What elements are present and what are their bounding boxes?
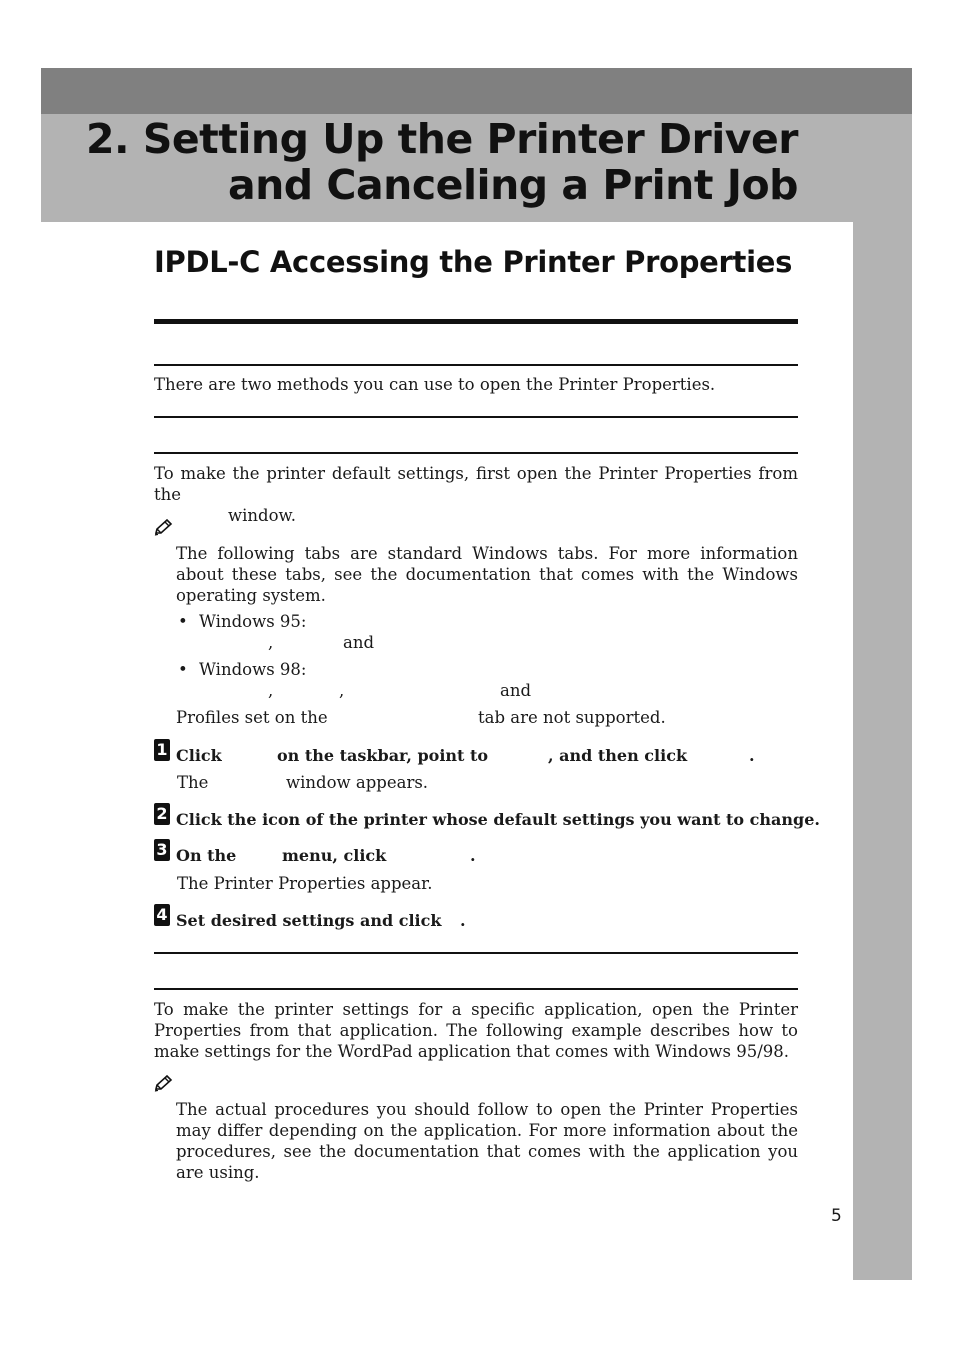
- subsection-rule-thin: [154, 364, 798, 366]
- chapter-side-tab: [853, 222, 912, 1280]
- page-number: 5: [831, 1206, 842, 1226]
- chapter-title: [86, 116, 798, 208]
- paragraph-line: window.: [228, 506, 296, 525]
- application-note-paragraph: The actual procedures you should follow to open the Printer Properties may differ depending on the application. For more information about the procedures, see the documentation that comes with the application you are using.: [176, 1100, 798, 1182]
- profiles-text: Profiles set on the: [176, 708, 328, 727]
- step-number-3: 3: [154, 839, 170, 861]
- bullet-windows98-label: Windows 98:: [199, 660, 307, 679]
- step-number-1: 1: [154, 739, 170, 761]
- subsection-rule-thin: [154, 988, 798, 990]
- intro-text: There are two methods you can use to open the Printer Properties.: [154, 375, 716, 394]
- bullet-windows95-comma: ,: [268, 633, 274, 652]
- application-settings-paragraph: To make the printer settings for a specific application, open the Printer Properties from that application. The following example describes how to make settings for the WordPad application that comes with Windows 95/98.: [154, 1000, 798, 1061]
- step-3-text: menu, click: [282, 846, 387, 865]
- step-4-text: Set desired settings and click: [176, 911, 442, 930]
- step-1-text: , and then click: [548, 746, 688, 765]
- note-paragraph: The following tabs are standard Windows tabs. For more information about these tabs, see the documentation that comes with the Windows operating system.: [176, 544, 798, 605]
- step-3-text: .: [470, 846, 476, 865]
- step-3-text: On the: [176, 846, 237, 865]
- subsection-rule-thin: [154, 416, 798, 418]
- step-1-text: on the taskbar, point to: [277, 746, 489, 765]
- bullet-marker: •: [178, 660, 188, 679]
- chapter-title-line2: and Canceling a Print Job: [227, 161, 798, 209]
- subsection-rule-thin: [154, 952, 798, 954]
- step-1-result: The: [177, 773, 209, 792]
- pencil-note-icon: [154, 1074, 174, 1092]
- step-number-2: 2: [154, 803, 170, 825]
- step-4-text: .: [460, 911, 466, 930]
- subsection-rule-thin: [154, 452, 798, 454]
- chapter-header-dark-band: [41, 68, 912, 114]
- bullet-windows95-and: and: [343, 633, 375, 652]
- step-number-4: 4: [154, 904, 170, 926]
- subsection-rule-thick: [154, 319, 798, 324]
- bullet-windows95-label: Windows 95:: [199, 612, 307, 631]
- chapter-title-line1: 2. Setting Up the Printer Driver: [85, 115, 798, 163]
- bullet-marker: •: [178, 612, 188, 631]
- bullet-windows98-comma: ,: [268, 681, 274, 700]
- step-2-text: Click the icon of the printer whose default settings you want to change.: [176, 810, 820, 829]
- step-1-text: Click: [176, 746, 222, 765]
- step-1-result: window appears.: [286, 773, 429, 792]
- step-3-result: The Printer Properties appear.: [177, 874, 433, 893]
- paragraph-line: To make the printer default settings, first open the Printer Properties from the: [154, 464, 798, 504]
- default-settings-paragraph: [154, 463, 798, 526]
- pencil-note-icon: [154, 518, 174, 536]
- step-1-text: .: [749, 746, 755, 765]
- profiles-text: tab are not supported.: [478, 708, 666, 727]
- bullet-windows98-and: and: [500, 681, 532, 700]
- section-title: IPDL-C Accessing the Printer Properties: [154, 245, 793, 279]
- bullet-windows98-comma: ,: [339, 681, 345, 700]
